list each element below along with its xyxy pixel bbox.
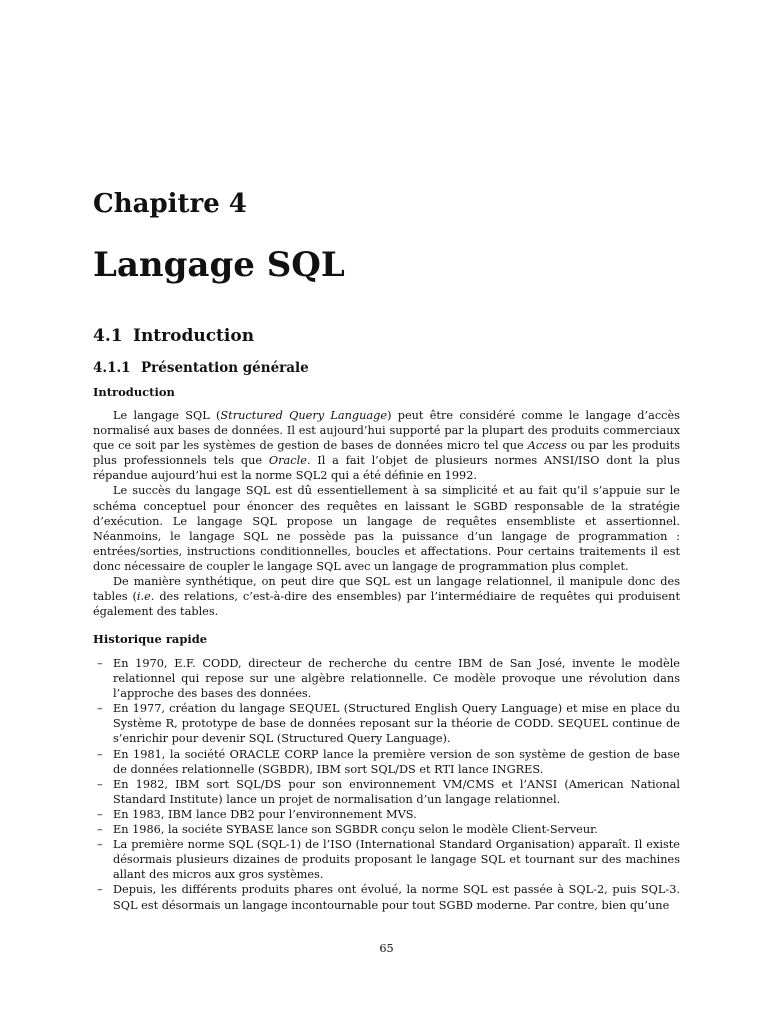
- p1-text-e: ou par les produits plus professionnels tels que: [93, 439, 681, 468]
- history-item: [93, 747, 680, 777]
- subsection-title: Présentation générale: [141, 360, 309, 376]
- intro-paragraph-1: [93, 408, 680, 483]
- subsection-heading: [93, 359, 309, 377]
- history-item: [93, 701, 680, 746]
- bullet-dash: –: [97, 777, 103, 791]
- p1-text-c: ) peut être considéré comme le langage d’accès normalisé aux bases de données. Il est aujourd’hui supporté par la plupart des produits commerciaux que ce soit par les systèmes de gestion de bases de données micro tel que: [93, 409, 680, 453]
- p1-text-a: Le langage SQL (: [113, 409, 221, 422]
- subsection-number: 4.1.1: [93, 360, 131, 376]
- history-item-text: La première norme SQL (SQL-1) de l’ISO (International Standard Organisation) apparaît. Il existe désormais plusieurs dizaines de produits proposant le langage SQL et tournant sur des machines allant des micros aux gros systèmes.: [113, 838, 680, 882]
- history-list: [93, 656, 680, 913]
- p3-text-c: des relations, c’est-à-dire des ensembles) par l’intermédiaire de requêtes qui produisent également des tables.: [93, 590, 680, 619]
- intro-paragraph-3: [93, 574, 680, 619]
- history-item-text: En 1986, la sociéte SYBASE lance son SGBDR conçu selon le modèle Client-Serveur.: [113, 823, 598, 837]
- history-item-text: En 1982, IBM sort SQL/DS pour son environnement VM/CMS et l’ANSI (American National Standard Institute) lance un projet de normalisation d’un langage relationnel.: [113, 777, 680, 806]
- intro-body: [93, 408, 680, 619]
- bullet-dash: –: [97, 823, 103, 837]
- section-heading: [93, 325, 254, 347]
- p3-italic-ie: i.e.: [136, 590, 155, 604]
- p3-text-a: De manière synthétique, on peut dire que SQL est un langage relationnel, il manipule donc des tables (: [93, 575, 680, 604]
- chapter-label: Chapitre 4: [93, 189, 247, 219]
- intro-paragraph-2: Le succès du langage SQL est dû essentiellement à sa simplicité et au fait qu’il s’appuie sur le schéma conceptuel pour énoncer des requêtes en laissant le SGBD responsable de la stratégie d’exécution. Le langage SQL propose un langage de requêtes ensembliste et assertionnel. Néanmoins, le langage SQL ne possède pas la puissance d’un langage de programmation : entrées/sorties, instructions conditionnelles, boucles et affectations. Pour certains traitements il est donc nécessaire de coupler le langage SQL avec un langage de programmation plus complet.: [93, 484, 680, 573]
- p1-italic-access: Access: [527, 439, 567, 453]
- history-item-text: Depuis, les différents produits phares ont évolué, la norme SQL est passée à SQL-2, puis SQL-3. SQL est désormais un langage incontournable pour tout SGBD moderne. Par contre, bien qu’une: [113, 883, 680, 912]
- history-item-text: En 1981, la société ORACLE CORP lance la première version de son système de gestion de base de données relationnelle (SGBDR), IBM sort SQL/DS et RTI lance INGRES.: [113, 747, 680, 776]
- history-item-text: En 1983, IBM lance DB2 pour l’environnement MVS.: [113, 807, 417, 821]
- p1-italic-sql: Structured Query Language: [220, 409, 388, 422]
- section-title: Introduction: [133, 326, 255, 346]
- p1-text-g: . Il a fait l’objet de plusieurs normes ANSI/ISO dont la plus répandue aujourd’hui est la norme SQL2 qui a été définie en 1992.: [93, 454, 680, 483]
- history-item: [93, 777, 680, 807]
- history-item: [93, 882, 680, 912]
- section-number: 4.1: [93, 326, 123, 346]
- bullet-dash: –: [97, 657, 103, 670]
- bullet-dash: –: [97, 838, 103, 852]
- bullet-dash: –: [97, 807, 103, 821]
- history-item: [93, 656, 680, 701]
- chapter-title: Langage SQL: [93, 245, 345, 285]
- p1-italic-oracle: Oracle: [268, 454, 307, 468]
- history-item-text: En 1977, création du langage SEQUEL (Structured English Query Language) et mise en place du Système R, prototype de base de données reposant sur la théorie de CODD. SEQUEL continue de s’enrichir pour devenir SQL (Structured Query Language).: [113, 702, 680, 746]
- page-number: 65: [379, 942, 394, 955]
- history-item: [93, 837, 680, 882]
- bullet-dash: –: [97, 747, 103, 761]
- history-item: [93, 822, 680, 837]
- history-heading: Historique rapide: [93, 632, 208, 646]
- bullet-dash: –: [97, 702, 103, 716]
- history-item-text: En 1970, E.F. CODD, directeur de recherche du centre IBM de San José, invente le modèle relationnel qui repose sur une algèbre relationnelle. Ce modèle provoque une révolution dans l’approche des bases des données.: [113, 657, 680, 701]
- bullet-dash: –: [97, 883, 103, 897]
- history-item: [93, 807, 680, 822]
- intro-heading: Introduction: [93, 385, 175, 399]
